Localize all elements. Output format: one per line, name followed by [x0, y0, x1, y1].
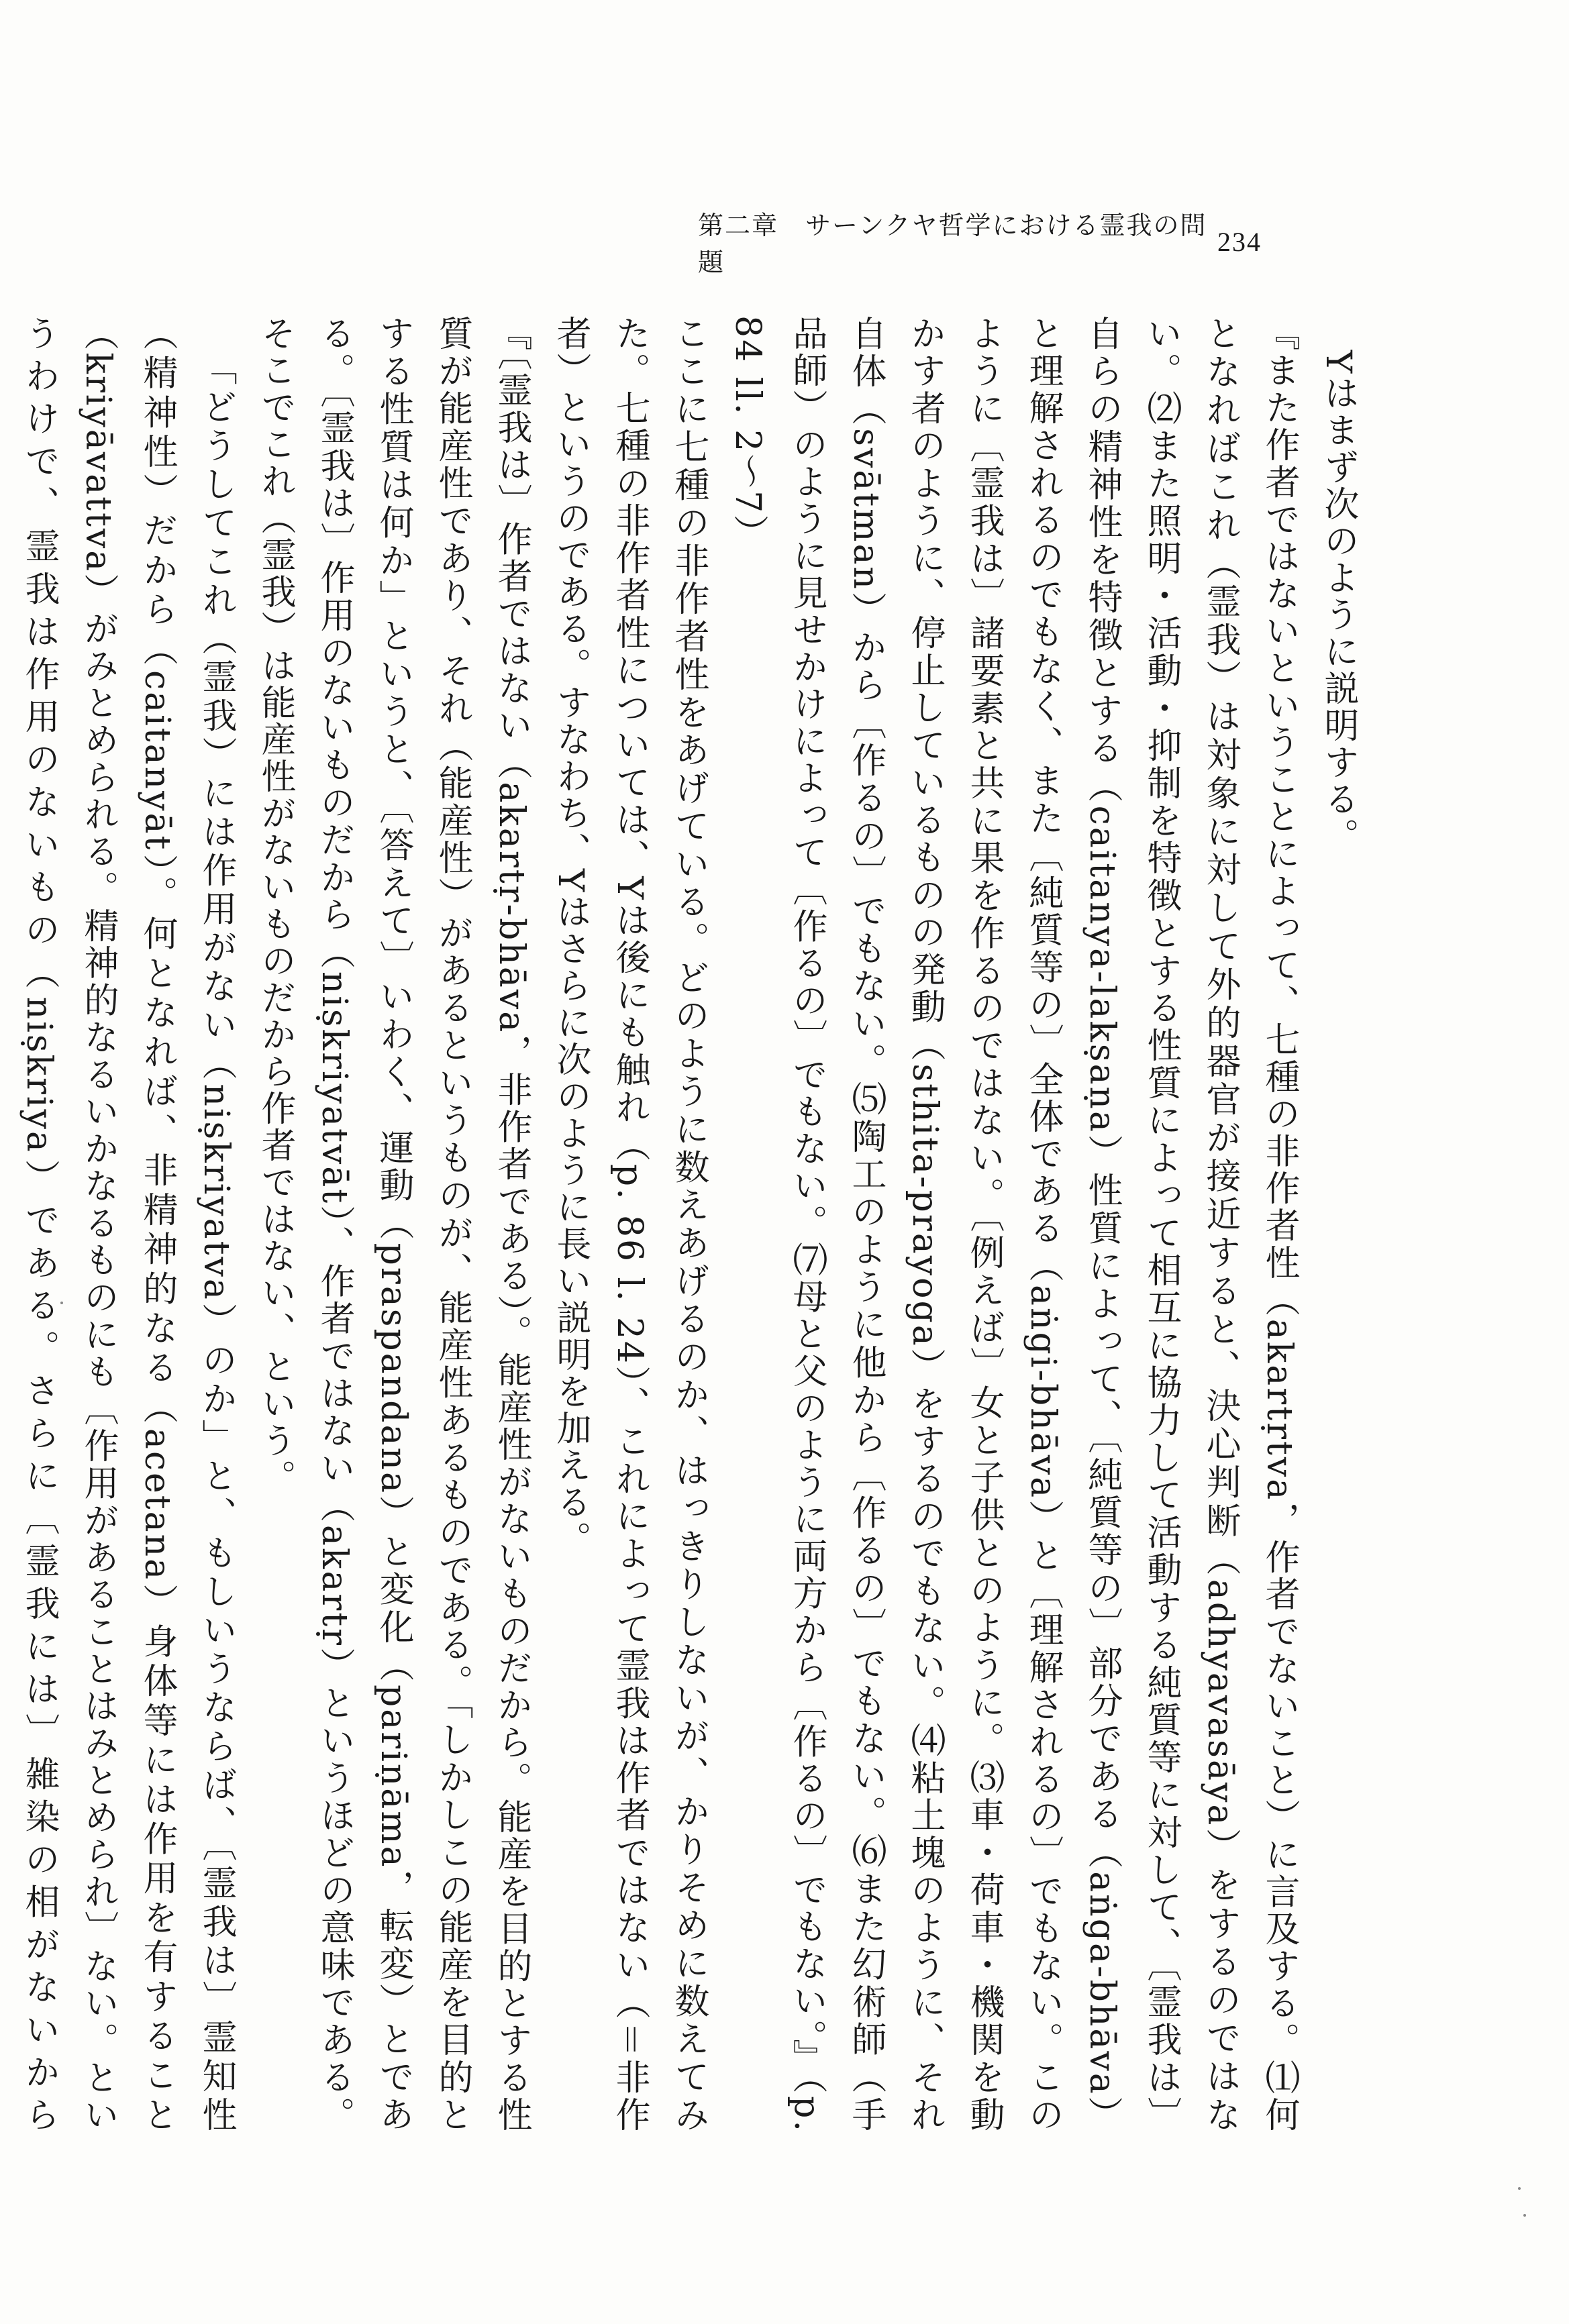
- paragraph: 『また作者ではないということによって、七種の非作者性（akartṛtva，作者でないこと）に言及する。⑴何となればこれ（霊我）は対象に対して外的器官が接近すると、決心判断（adhyavasāya）をするのではない。⑵また照明・活動・抑制を特徴とする性質によって相互に協力して活動する純質等に対して、〔霊我は〕自らの精神性を特徴とする（caitanya-lakṣaṇa）性質によって、〔純質等の〕部分である（aṅga-bhāva）と理解されるのでもなく、また〔純質等の〕全体である（aṅgi-bhāva）と〔理解されるの〕でもない。このように〔霊我は〕諸要素と共に果を作るのではない。〔例えば〕女と子供とのように。⑶車・荷車・機関を動かす者のように、停止しているものの発動（sthita-prayoga）をするのでもない。⑷粘土塊のように、それ自体（svātman）から〔作るの〕でもない。⑸陶工のように他から〔作るの〕でもない。⑹また幻術師（手品師）のように見せかけによって〔作るの〕でもない。⑺母と父のように両方から〔作るの〕でもない。』（p. 84 ll. 2〜7）: [727, 315, 1299, 2133]
- scan-speck: [1518, 2187, 1521, 2190]
- paragraph: Yはまず次のように説明する。: [1318, 350, 1358, 855]
- paragraph: ここに七種の非作者性をあげている。どのように数えあげるのか、はっきりしないが、かりそめに数えてみた。七種の非作者性については、Yは後にも触れ（p. 86 l. 24）、これによって霊我は作者ではない（＝非作者）というのである。すなわち、Yはさらに次のように長い説明を加える。: [550, 315, 709, 2133]
- running-header: [698, 211, 1262, 277]
- paragraph: 『〔霊我は〕作者ではない（akartṛ-bhāva，非作者である）。能産性がないものだから。能産を目的とする性質が能産性であり、それ（能産性）があるというものが、能産性あるものである。「しかしこの能産を目的とする性質は何か」というと、〔答えて〕いわく、運動（praspandana）と変化（pariṇāma，転変）とである。〔霊我は〕作用のないものだから（niṣkriyatvāt）、作者ではない（akartṛ）というほどの意味である。そこでこれ（霊我）は能産性がないものだから作者ではない、という。: [255, 315, 532, 2133]
- scan-speck: [60, 1302, 63, 1304]
- paragraph: 「どうしてこれ（霊我）には作用がない（niṣkriyatva）のか」と、もしいうならば、〔霊我は〕霊知性（精神性）だから（caitanyāt）。何となれば、非精神的なる（acetana）身体等には作用を有すること（kriyāvattva）がみとめられる。精神的なるいかなるものにも〔作用があることはみとめられ〕ない。というわけで、霊我は作用のないもの（niṣkriya）である。さらに〔霊我には〕雑染の相がないから: [19, 315, 236, 2133]
- body-text: [19, 315, 1368, 2133]
- page-number: 234: [1217, 226, 1262, 257]
- chapter-title: 第二章 サーンクヤ哲学における霊我の問題: [698, 211, 1207, 277]
- scan-speck: [1523, 2214, 1526, 2217]
